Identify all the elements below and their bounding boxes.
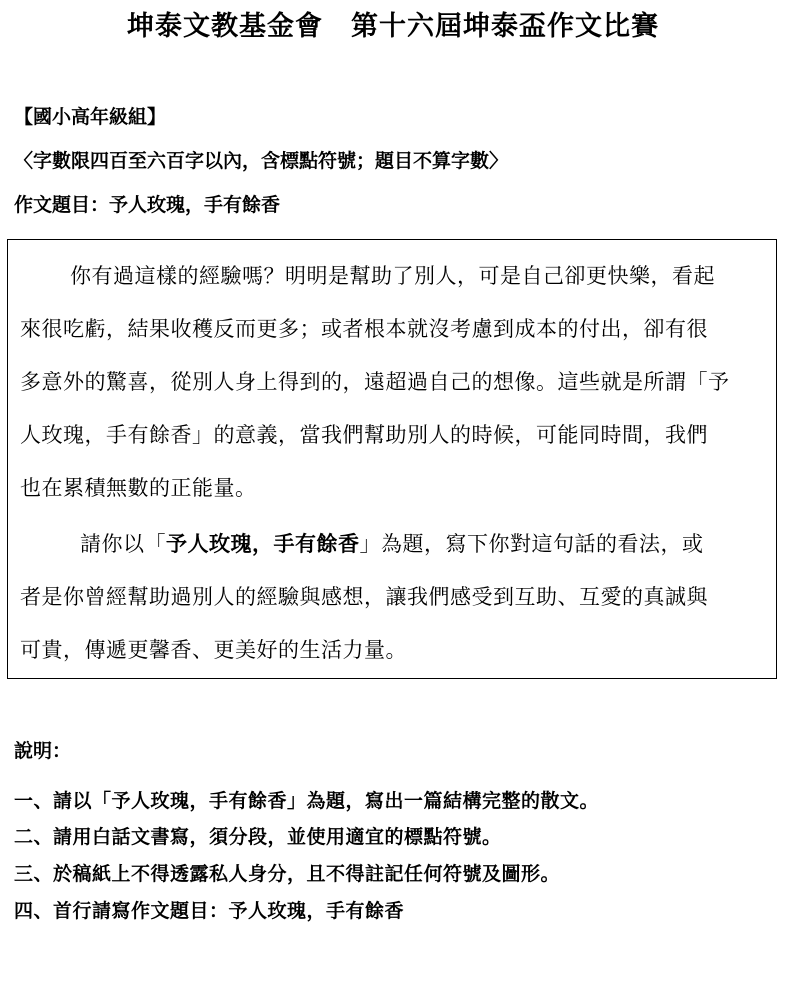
note-item: 四、首行請寫作文題目：予人玫瑰，手有餘香 [14, 900, 405, 922]
passage-line: 也在累積無數的正能量。 [20, 476, 257, 500]
passage-line [80, 528, 768, 558]
passage-text: 請你以「 [80, 532, 166, 556]
passage-line: 者是你曾經幫助過別人的經驗與感想，讓我們感受到互助、互愛的真誠與 [20, 585, 708, 609]
note-item: 三、於稿紙上不得透露私人身分，且不得註記任何符號及圖形。 [14, 863, 561, 885]
passage-line: 人玫瑰，手有餘香」的意義，當我們幫助別人的時候，可能同時間，我們 [20, 423, 708, 447]
passage-line: 可貴，傳遞更馨香、更美好的生活力量。 [20, 638, 407, 662]
passage-text: 」為題，寫下你對這句話的看法，或 [359, 532, 704, 556]
passage-line: 多意外的驚喜，從別人身上得到的，遠超過自己的想像。這些就是所謂「予 [20, 370, 730, 394]
note-item: 一、請以「予人玫瑰，手有餘香」為題，寫出一篇結構完整的散文。 [14, 790, 600, 812]
notes-heading: 說明： [14, 740, 72, 762]
passage-line: 來很吃虧，結果收穫反而更多；或者根本就沒考慮到成本的付出，卻有很 [20, 317, 708, 341]
prompt-box [7, 239, 777, 679]
note-item: 二、請用白話文書寫，須分段，並使用適宜的標點符號。 [14, 826, 502, 848]
word-limit: 〈字數限四百至六百字以內，含標點符號；題目不算字數〉 [14, 150, 509, 172]
passage-line: 你有過這樣的經驗嗎？明明是幫助了別人，可是自己卻更快樂，看起 [70, 264, 715, 288]
page-title: 坤泰文教基金會 第十六屆坤泰盃作文比賽 [127, 11, 659, 42]
essay-topic: 作文題目：予人玫瑰，手有餘香 [14, 194, 281, 216]
group-label: 【國小高年級組】 [14, 106, 167, 128]
passage-emphasis: 予人玫瑰，手有餘香 [166, 531, 360, 556]
